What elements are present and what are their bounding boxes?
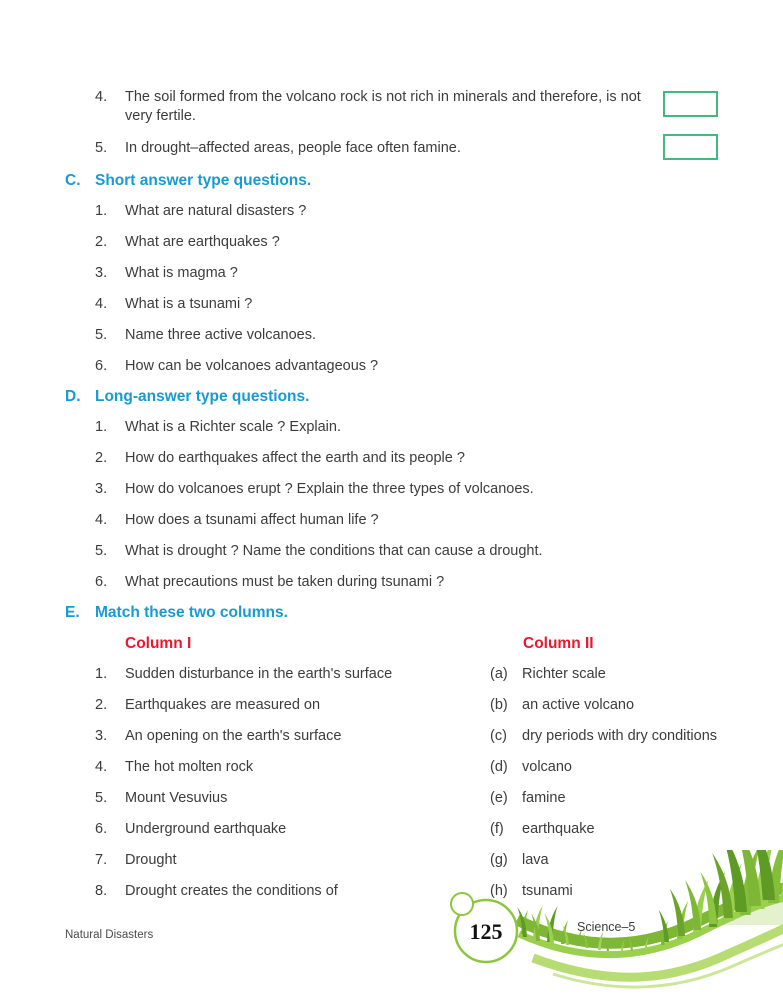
section-heading-c <box>0 171 783 190</box>
match-left-number: 8. <box>95 883 108 899</box>
match-left-number: 2. <box>95 697 108 713</box>
question-row <box>0 511 783 530</box>
question-number: 3. <box>95 481 108 497</box>
question-number: 1. <box>95 203 108 219</box>
question-text: What is drought ? Name the conditions that can cause a drought. <box>125 543 543 559</box>
question-row <box>0 357 783 376</box>
match-left-text: Underground earthquake <box>125 821 287 837</box>
match-right-letter: (h) <box>490 883 508 899</box>
match-right-letter: (a) <box>490 666 508 682</box>
question-number: 2. <box>95 450 108 466</box>
match-left-number: 5. <box>95 790 108 806</box>
question-number: 4. <box>95 296 108 312</box>
section-title: Short answer type questions. <box>95 172 312 189</box>
match-left-text: Drought <box>125 852 177 868</box>
match-left-number: 3. <box>95 728 108 744</box>
question-number: 2. <box>95 234 108 250</box>
match-right-letter: (d) <box>490 759 508 775</box>
question-text: What is a tsunami ? <box>125 296 253 312</box>
section-title: Long-answer type questions. <box>95 388 310 405</box>
match-right-letter: (e) <box>490 790 508 806</box>
match-row <box>0 727 783 746</box>
match-left-number: 6. <box>95 821 108 837</box>
question-text: How does a tsunami affect human life ? <box>125 512 379 528</box>
match-right-text: earthquake <box>522 821 595 837</box>
match-left-text: Earthquakes are measured on <box>125 697 321 713</box>
question-number: 5. <box>95 327 108 343</box>
match-row <box>0 789 783 808</box>
footer-chapter-title: Natural Disasters <box>65 929 154 941</box>
question-text: What are natural disasters ? <box>125 203 307 219</box>
match-right-text: tsunami <box>522 883 573 899</box>
match-right-text: famine <box>522 790 566 806</box>
match-right-letter: (b) <box>490 697 508 713</box>
statement-number: 5. <box>95 140 108 156</box>
question-number: 6. <box>95 574 108 590</box>
question-text: Name three active volcanoes. <box>125 327 317 343</box>
question-text: What precautions must be taken during tsunami ? <box>125 574 445 590</box>
column1-header: Column I <box>125 635 192 652</box>
section-letter: E. <box>65 604 80 621</box>
question-text: What are earthquakes ? <box>125 234 280 250</box>
question-number: 5. <box>95 543 108 559</box>
question-text: What is a Richter scale ? Explain. <box>125 419 341 435</box>
section-heading-e <box>0 603 783 622</box>
match-left-text: The hot molten rock <box>125 759 254 775</box>
question-number: 3. <box>95 265 108 281</box>
statement-text: The soil formed from the volcano rock is not rich in minerals and therefore, is not very fertile. <box>125 89 641 124</box>
match-right-text: dry periods with dry conditions <box>522 728 718 744</box>
match-right-text: an active volcano <box>522 697 635 713</box>
match-right-letter: (c) <box>490 728 507 744</box>
question-row <box>0 202 783 221</box>
match-left-number: 1. <box>95 666 108 682</box>
column-headers <box>0 634 783 653</box>
match-right-text: Richter scale <box>522 666 606 682</box>
question-row <box>0 418 783 437</box>
question-number: 4. <box>95 512 108 528</box>
match-left-text: An opening on the earth's surface <box>125 728 342 744</box>
match-row <box>0 696 783 715</box>
question-row <box>0 542 783 561</box>
match-left-text: Sudden disturbance in the earth's surface <box>125 666 393 682</box>
section-title: Match these two columns. <box>95 604 288 621</box>
question-row <box>0 480 783 499</box>
match-left-text: Mount Vesuvius <box>125 790 228 806</box>
match-right-letter: (g) <box>490 852 508 868</box>
question-row <box>0 264 783 283</box>
answer-box <box>663 91 718 117</box>
question-row <box>0 295 783 314</box>
match-right-text: volcano <box>522 759 572 775</box>
statement-number: 4. <box>95 89 108 105</box>
match-row <box>0 665 783 684</box>
column2-header: Column II <box>523 635 594 652</box>
question-text: How do volcanoes erupt ? Explain the three types of volcanoes. <box>125 481 534 497</box>
page-badge-small-circle <box>451 893 473 915</box>
match-row <box>0 820 783 839</box>
match-left-text: Drought creates the conditions of <box>125 883 338 899</box>
question-row <box>0 573 783 592</box>
question-row <box>0 233 783 252</box>
section-heading-d <box>0 387 783 406</box>
match-right-letter: (f) <box>490 821 504 837</box>
question-number: 1. <box>95 419 108 435</box>
footer-book-title: Science–5 <box>577 920 636 934</box>
question-row <box>0 326 783 345</box>
statement-row <box>0 88 718 126</box>
question-text: How can be volcanoes advantageous ? <box>125 358 379 374</box>
section-letter: D. <box>65 388 81 405</box>
match-left-number: 7. <box>95 852 108 868</box>
page-number: 125 <box>469 919 503 944</box>
question-row <box>0 449 783 468</box>
question-text: How do earthquakes affect the earth and its people ? <box>125 450 465 466</box>
statement-row <box>0 139 718 158</box>
match-right-text: lava <box>522 852 549 868</box>
question-number: 6. <box>95 358 108 374</box>
match-row <box>0 758 783 777</box>
answer-box <box>663 134 718 160</box>
section-letter: C. <box>65 172 81 189</box>
question-text: What is magma ? <box>125 265 238 281</box>
match-left-number: 4. <box>95 759 108 775</box>
statement-text: In drought–affected areas, people face often famine. <box>125 140 461 156</box>
